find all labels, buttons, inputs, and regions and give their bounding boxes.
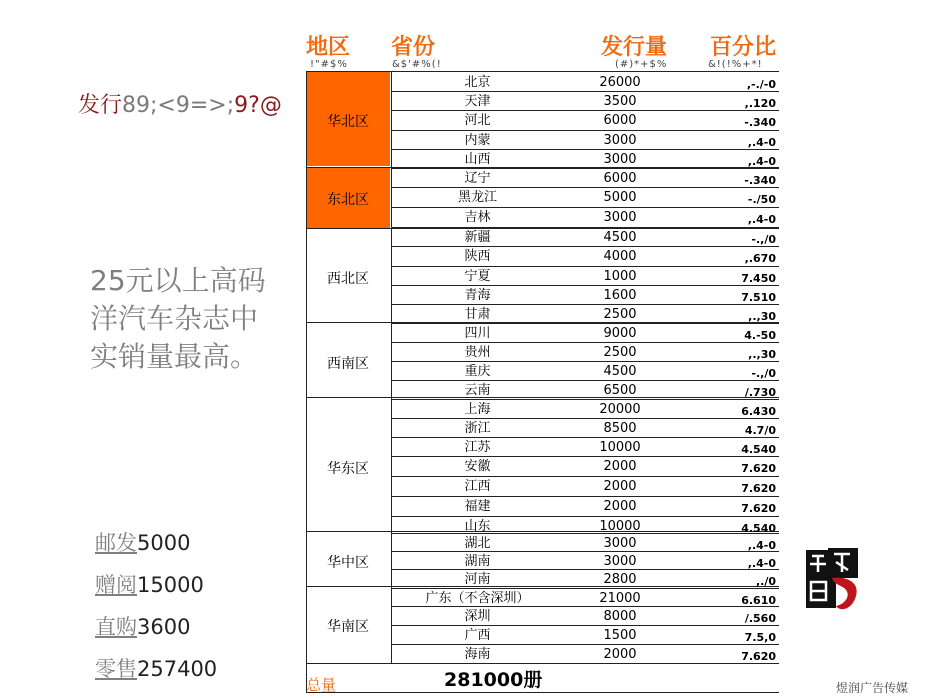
stat-value: 257400: [137, 657, 218, 681]
province-cell: 河南: [464, 572, 491, 587]
percent-cell: ,.,30: [748, 348, 776, 361]
volume-cell: 3000: [603, 133, 637, 148]
percent-cell: 7.450: [741, 272, 776, 285]
volume-cell: 5000: [603, 190, 637, 205]
volume-cell: 3000: [603, 210, 637, 225]
province-cell: 黑龙江: [457, 190, 497, 205]
percent-cell: ,.120: [744, 97, 776, 110]
province-cell: 江苏: [464, 440, 491, 455]
volume-cell: 9000: [603, 326, 637, 341]
percent-cell: ,.4-0: [747, 136, 776, 149]
stat-label: 赠阅: [95, 573, 137, 597]
province-cell: 甘肃: [464, 307, 491, 322]
province-cell: 山西: [464, 152, 491, 167]
province-cell: 天津: [464, 94, 491, 109]
brand-logo: [806, 548, 864, 616]
stat-label: 邮发: [95, 531, 137, 555]
region-column-divider: [391, 71, 392, 663]
percent-cell: 7.510: [741, 291, 776, 304]
total-bottom-border: [306, 692, 779, 693]
volume-cell: 4500: [603, 230, 637, 245]
province-cell: 湖北: [464, 536, 491, 551]
percent-cell: 7.620: [741, 502, 776, 515]
province-cell: 海南: [464, 647, 491, 662]
stat-gift: [95, 569, 204, 599]
percent-cell: ,-./-0: [746, 78, 776, 91]
percent-cell: ,.4-0: [747, 539, 776, 552]
left-title-mid: 89;<9=>;: [122, 93, 235, 118]
percent-cell: ,.4-0: [747, 213, 776, 226]
stat-label: 直购: [95, 615, 137, 639]
table-top-border: [306, 71, 779, 72]
volume-cell: 2000: [603, 479, 637, 494]
percent-cell: 6.430: [741, 405, 776, 418]
province-cell: 河北: [464, 113, 491, 128]
stat-value: 5000: [137, 531, 191, 555]
province-cell: 安徽: [464, 459, 491, 474]
percent-cell: ,.4-0: [747, 155, 776, 168]
volume-cell: 10000: [599, 440, 641, 455]
percent-cell: ,./0: [755, 575, 776, 588]
left-title: [78, 88, 282, 119]
stat-postal: [95, 527, 190, 557]
volume-cell: 6000: [603, 171, 637, 186]
percent-cell: 7.620: [741, 462, 776, 475]
percent-cell: /.730: [744, 386, 776, 399]
province-cell: 新疆: [464, 230, 491, 245]
volume-cell: 3500: [603, 94, 637, 109]
volume-cell: 4500: [603, 364, 637, 379]
percent-cell: 7.620: [741, 482, 776, 495]
province-cell: 山东: [464, 519, 491, 534]
volume-cell: 2000: [603, 647, 637, 662]
percent-cell: -./50: [747, 193, 776, 206]
percent-cell: 4.540: [741, 522, 776, 535]
volume-cell: 3000: [603, 554, 637, 569]
table-left-border: [306, 71, 307, 693]
province-cell: 深圳: [464, 609, 491, 624]
percent-cell: 6.610: [741, 594, 776, 607]
volume-cell: 8500: [603, 421, 637, 436]
volume-cell: 1600: [603, 288, 637, 303]
percent-cell: 4.7/0: [744, 424, 776, 437]
volume-cell: 1000: [603, 269, 637, 284]
province-cell: 贵州: [464, 345, 491, 360]
volume-cell: 8000: [603, 609, 637, 624]
province-cell: 北京: [464, 75, 491, 90]
header-percent-sub: &!(!%+*!: [708, 59, 763, 70]
header-region-sub: !"#$%: [310, 59, 348, 70]
percent-cell: ,.670: [744, 252, 776, 265]
province-cell: 内蒙: [464, 133, 491, 148]
volume-cell: 3000: [603, 536, 637, 551]
stat-value: 3600: [137, 615, 191, 639]
volume-cell: 21000: [599, 591, 641, 606]
province-cell: 辽宁: [464, 171, 491, 186]
percent-cell: /.560: [744, 612, 776, 625]
header-province-sub: &$'#%(!: [392, 59, 442, 70]
header-volume: 发行量: [601, 35, 668, 60]
volume-cell: 6000: [603, 113, 637, 128]
total-label: 总量: [306, 676, 337, 694]
header-volume-sub: (#)*+$%: [615, 59, 668, 70]
province-cell: 广东（不含深圳）: [425, 591, 530, 606]
region-label-south: 华南区: [327, 619, 369, 635]
volume-cell: 1500: [603, 628, 637, 643]
volume-cell: 2000: [603, 499, 637, 514]
left-title-end: 9?@: [234, 93, 282, 118]
province-cell: 广西: [464, 628, 491, 643]
percent-cell: 4.-50: [744, 329, 776, 342]
province-cell: 青海: [464, 288, 491, 303]
percent-cell: -.,/0: [751, 367, 776, 380]
percent-cell: -.340: [744, 116, 776, 129]
region-label-northwest: 西北区: [327, 271, 369, 287]
province-cell: 吉林: [464, 210, 491, 225]
header-region: 地区: [306, 35, 351, 60]
province-cell: 江西: [464, 479, 491, 494]
footer-brand: 煜润广告传媒: [836, 681, 909, 695]
percent-cell: ,.,30: [748, 310, 776, 323]
slogan: 25元以上高码洋汽车杂志中实销量最高。: [90, 264, 266, 373]
volume-cell: 2500: [603, 307, 637, 322]
percent-cell: -.340: [744, 174, 776, 187]
region-label-northeast: 东北区: [327, 192, 369, 208]
region-label-north: 华北区: [327, 114, 369, 130]
percent-cell: -.,/0: [751, 233, 776, 246]
stat-direct: [95, 611, 190, 641]
left-title-start: 发行: [78, 93, 123, 118]
province-cell: 福建: [464, 499, 491, 514]
province-cell: 重庆: [464, 364, 491, 379]
stat-value: 15000: [137, 573, 204, 597]
region-label-east: 华东区: [327, 461, 369, 477]
province-cell: 陕西: [464, 249, 491, 264]
region-label-central: 华中区: [327, 555, 369, 571]
header-province: 省份: [391, 35, 436, 60]
stat-label: 零售: [95, 657, 137, 681]
percent-cell: 7.5,0: [744, 631, 776, 644]
volume-cell: 4000: [603, 249, 637, 264]
percent-cell: ,.4-0: [747, 557, 776, 570]
province-cell: 浙江: [464, 421, 491, 436]
province-cell: 上海: [464, 402, 491, 417]
volume-cell: 2500: [603, 345, 637, 360]
volume-cell: 10000: [599, 519, 641, 534]
region-label-southwest: 西南区: [327, 356, 369, 372]
volume-cell: 6500: [603, 383, 637, 398]
province-cell: 云南: [464, 383, 491, 398]
volume-cell: 26000: [599, 75, 641, 90]
province-cell: 湖南: [464, 554, 491, 569]
percent-cell: 7.620: [741, 650, 776, 663]
percent-cell: 4.540: [741, 443, 776, 456]
volume-cell: 2000: [603, 459, 637, 474]
province-cell: 四川: [464, 326, 491, 341]
volume-cell: 20000: [599, 402, 641, 417]
volume-cell: 2800: [603, 572, 637, 587]
total-value: 281000册: [444, 669, 543, 691]
volume-cell: 3000: [603, 152, 637, 167]
logo-icon: [806, 548, 864, 616]
province-cell: 宁夏: [464, 269, 491, 284]
stat-retail: [95, 653, 217, 683]
header-percent: 百分比: [710, 35, 777, 60]
